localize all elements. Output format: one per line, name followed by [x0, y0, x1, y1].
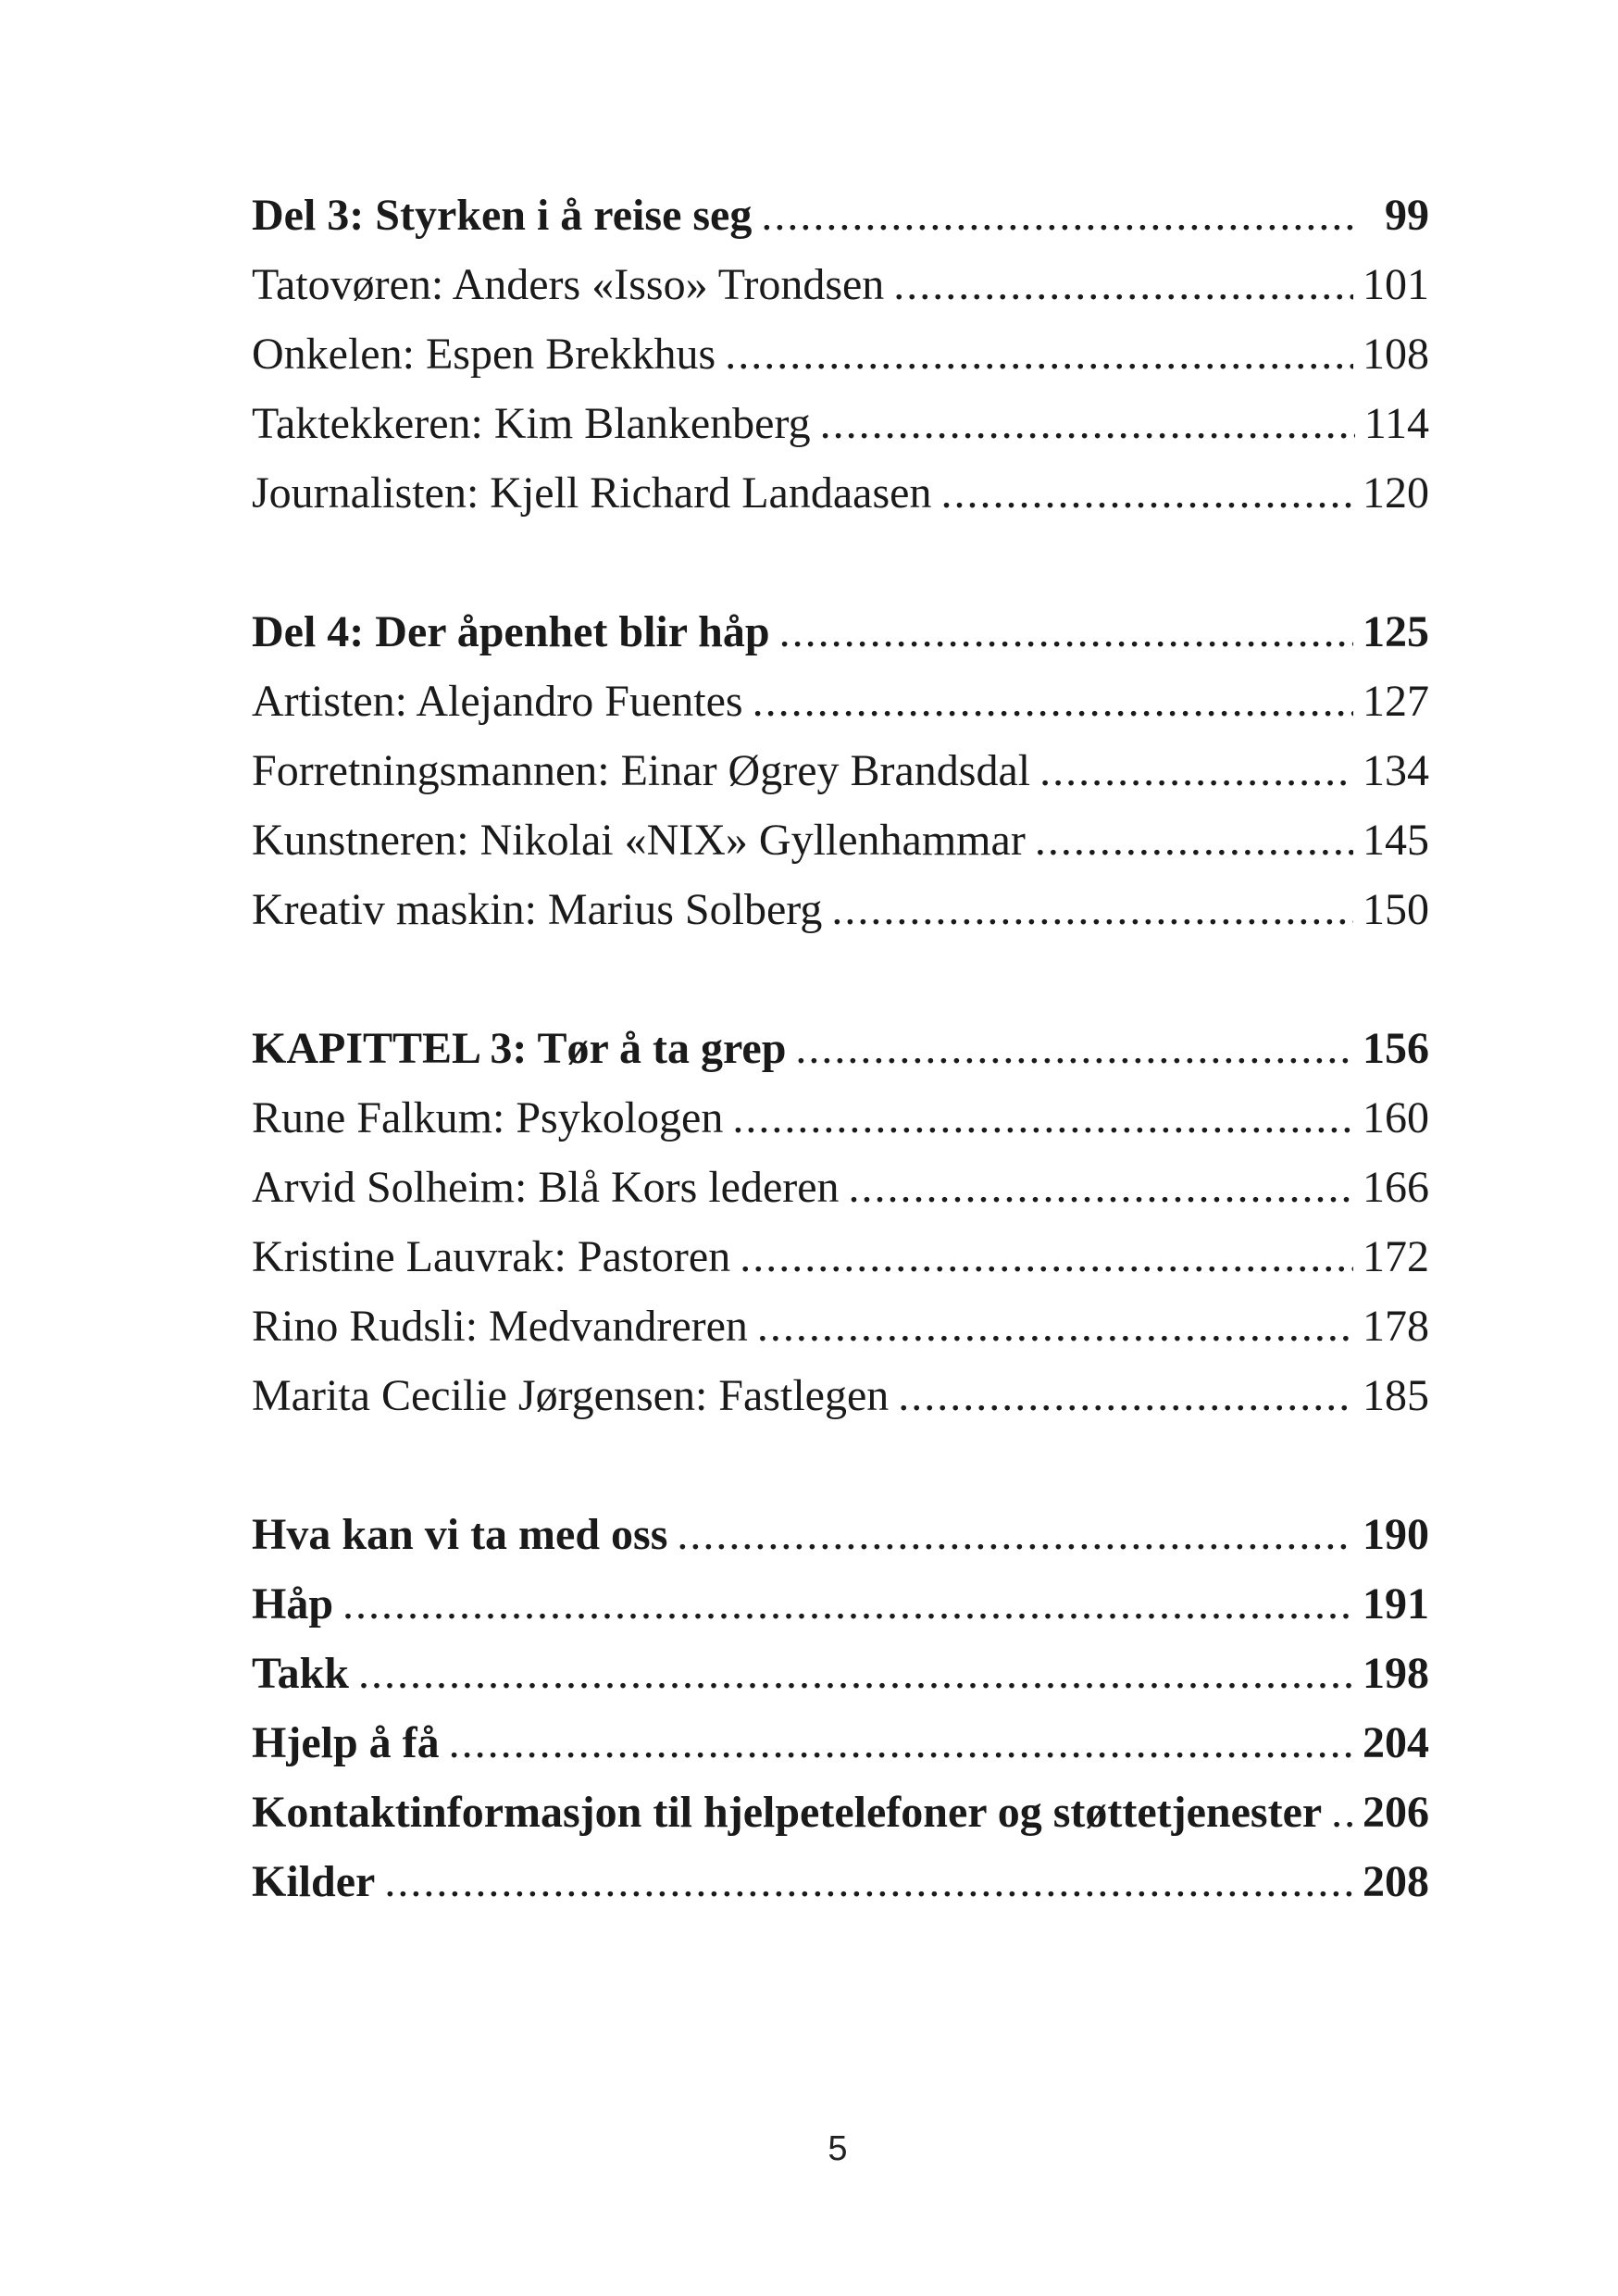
- toc-entry-page: 125: [1363, 607, 1429, 656]
- toc-entry-title: Håp: [252, 1579, 334, 1628]
- dot-leader: [820, 389, 1355, 458]
- toc-entry[interactable]: [252, 736, 1429, 805]
- toc-entry[interactable]: [252, 1847, 1429, 1916]
- dot-leader: [1039, 736, 1353, 805]
- toc-entry-page: 166: [1363, 1163, 1429, 1212]
- toc-entry-page: 120: [1363, 468, 1429, 518]
- dot-leader: [732, 1083, 1353, 1153]
- dot-leader: [795, 1014, 1353, 1083]
- dot-leader: [831, 875, 1353, 944]
- toc-entry[interactable]: [252, 875, 1429, 944]
- toc-entry-page: 198: [1363, 1649, 1429, 1698]
- dot-leader: [740, 1222, 1353, 1292]
- toc-entry-title: Arvid Solheim: Blå Kors lederen: [252, 1163, 840, 1212]
- toc-entry-title: Journalisten: Kjell Richard Landaasen: [252, 468, 932, 518]
- toc-entry-page: 208: [1363, 1857, 1429, 1906]
- toc-entry-title: Kreativ maskin: Marius Solberg: [252, 885, 823, 934]
- toc-entry-page: 127: [1363, 677, 1429, 726]
- toc-section-appendix: [252, 1500, 1429, 1916]
- toc-entry-page: 145: [1363, 816, 1429, 865]
- dot-leader: [1331, 1778, 1353, 1847]
- dot-leader: [384, 1847, 1353, 1916]
- toc-entry-title: Kristine Lauvrak: Pastoren: [252, 1232, 731, 1281]
- toc-entry[interactable]: [252, 319, 1429, 389]
- toc-entry-title: Rune Falkum: Psykologen: [252, 1093, 724, 1142]
- toc-entry-title: Hva kan vi ta med oss: [252, 1510, 668, 1559]
- dot-leader: [342, 1569, 1353, 1639]
- toc-entry-title: Taktekkeren: Kim Blankenberg: [252, 399, 811, 448]
- toc-entry-page: 172: [1363, 1232, 1429, 1281]
- toc-entry-page: 185: [1363, 1371, 1429, 1420]
- toc-entry[interactable]: [252, 1639, 1429, 1708]
- toc-entry-title: Hjelp å få: [252, 1718, 440, 1767]
- toc-entry-page: 150: [1363, 885, 1429, 934]
- toc-entry-title: Rino Rudsli: Medvandreren: [252, 1302, 748, 1351]
- dot-leader: [757, 1292, 1353, 1361]
- dot-leader: [753, 667, 1353, 736]
- toc-entry-title: Kunstneren: Nikolai «NIX» Gyllenhammar: [252, 816, 1026, 865]
- dot-leader: [725, 319, 1353, 389]
- toc-entry[interactable]: [252, 458, 1429, 528]
- toc-entry[interactable]: [252, 1083, 1429, 1153]
- toc-entry-page: 101: [1363, 260, 1429, 309]
- toc-entry[interactable]: [252, 1569, 1429, 1639]
- toc-entry-title: Del 4: Der åpenhet blir håp: [252, 607, 770, 656]
- dot-leader: [449, 1708, 1353, 1778]
- toc-entry-title: Takk: [252, 1649, 349, 1698]
- toc-entry-title: Marita Cecilie Jørgensen: Fastlegen: [252, 1371, 890, 1420]
- toc-entry-title: Onkelen: Espen Brekkhus: [252, 330, 716, 379]
- toc-entry-page: 108: [1363, 330, 1429, 379]
- toc-entry[interactable]: [252, 1153, 1429, 1222]
- toc-entry-page: 114: [1363, 399, 1429, 448]
- toc-entry-title: Del 3: Styrken i å reise seg: [252, 191, 753, 240]
- toc-entry-title: Kontaktinformasjon til hjelpetelefoner og støttetjenester: [252, 1788, 1323, 1837]
- dot-leader: [1035, 805, 1353, 875]
- dot-leader: [940, 458, 1353, 528]
- toc-entry[interactable]: [252, 1708, 1429, 1778]
- toc-entry[interactable]: [252, 1014, 1429, 1083]
- toc-entry[interactable]: [252, 1500, 1429, 1569]
- toc-entry-page: 178: [1363, 1302, 1429, 1351]
- toc-entry-page: 99: [1385, 191, 1429, 240]
- dot-leader: [893, 250, 1353, 319]
- toc-section-del-4: [252, 597, 1429, 944]
- toc-entry-page: 160: [1363, 1093, 1429, 1142]
- toc-entry[interactable]: [252, 667, 1429, 736]
- toc-entry-page: 204: [1363, 1718, 1429, 1767]
- toc-entry-title: KAPITTEL 3: Tør å ta grep: [252, 1024, 787, 1073]
- toc-entry-page: 206: [1363, 1788, 1429, 1837]
- toc-entry-title: Kilder: [252, 1857, 376, 1906]
- toc-entry[interactable]: [252, 597, 1429, 667]
- toc-entry-title: Forretningsmannen: Einar Øgrey Brandsdal: [252, 746, 1031, 795]
- page-number: 5: [828, 2129, 848, 2168]
- dot-leader: [779, 597, 1353, 667]
- toc-section-kapittel-3: [252, 1014, 1429, 1430]
- toc-section-del-3: [252, 181, 1429, 528]
- toc-entry-page: 190: [1363, 1510, 1429, 1559]
- toc-entry[interactable]: [252, 1361, 1429, 1430]
- toc-entry-page: 191: [1363, 1579, 1429, 1628]
- toc-entry-title: Tatovøren: Anders «Isso» Trondsen: [252, 260, 885, 309]
- dot-leader: [849, 1153, 1353, 1222]
- toc-entry-title: Artisten: Alejandro Fuentes: [252, 677, 743, 726]
- toc-entry[interactable]: [252, 181, 1429, 250]
- toc-entry[interactable]: [252, 1778, 1429, 1847]
- dot-leader: [761, 181, 1355, 250]
- toc-entry[interactable]: [252, 1222, 1429, 1292]
- table-of-contents: [252, 181, 1429, 1916]
- toc-entry[interactable]: [252, 389, 1429, 458]
- toc-entry-page: 134: [1363, 746, 1429, 795]
- toc-entry-page: 156: [1363, 1024, 1429, 1073]
- dot-leader: [677, 1500, 1353, 1569]
- toc-entry[interactable]: [252, 1292, 1429, 1361]
- toc-entry[interactable]: [252, 805, 1429, 875]
- dot-leader: [898, 1361, 1353, 1430]
- toc-entry[interactable]: [252, 250, 1429, 319]
- dot-leader: [358, 1639, 1353, 1708]
